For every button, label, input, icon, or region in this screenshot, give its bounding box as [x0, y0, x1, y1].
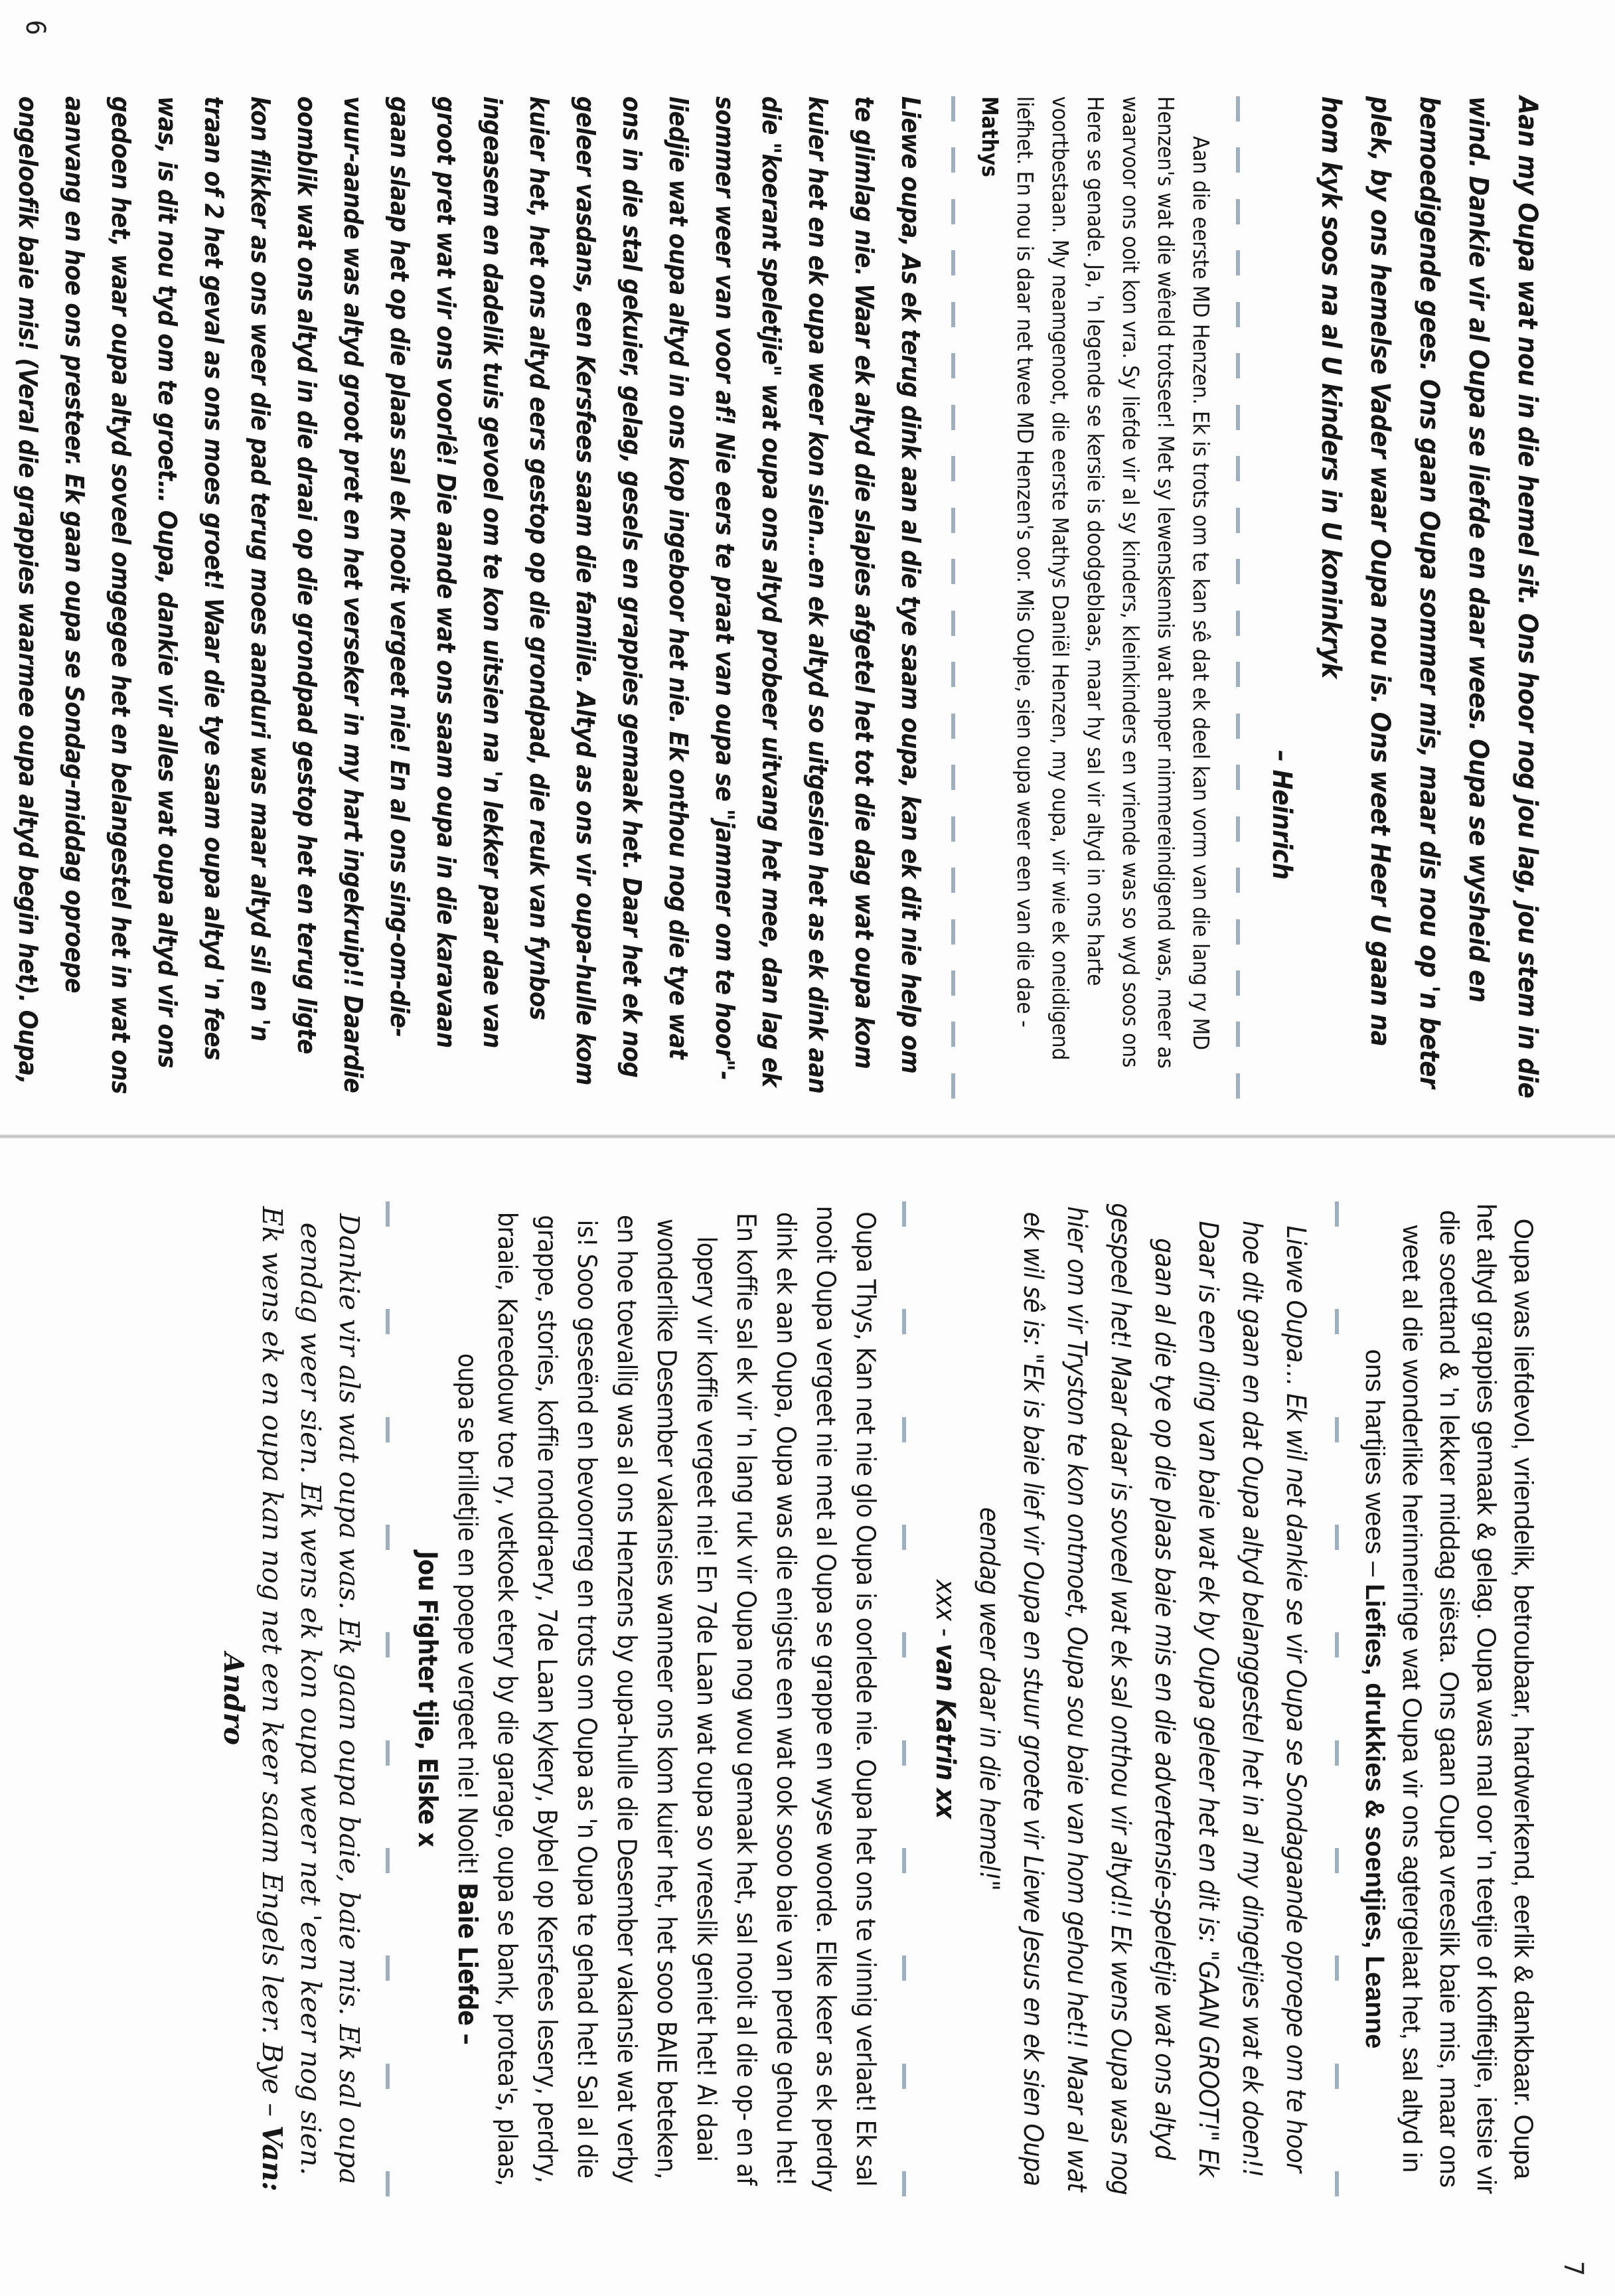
tribute-elske: [407, 1201, 885, 2196]
signature-prefix: xxx -: [930, 1579, 961, 1637]
tribute-katrin: [923, 1201, 1318, 2196]
tribute-text: Liewe Oupa… Ek wil net dankie se vir Oupa se Sondagaande oproepe om te hoor hoe dit gaan en dat Oupa altyd belanggestel het in al my dingetjies wat ek doen!! Daar is een ding van baie wat ek by Oupa geleer het en dit is: "GAAN GROOT!" Ek gaan al die tye op die plaas baie mis en die advertensie-speletjie wat ons altyd gespeel het! Maar daar is soveel wat ek sal onthou vir altyd!! Ek wens Oupa was nog hier om vir Tryston te kon ontmoet, Oupa sou baie van hom gehou het!! Maar al wat ek wil sê is: "Ek is baie lief vir Oupa en stuur groete vir Liewe Jesus en ek sien Oupa eendag weer daar in die hemel!": [974, 1203, 1311, 2195]
page-number: 7: [1558, 2261, 1588, 2276]
tribute-text: Oupa was liefdevol, vriendelik, betroubaar, hardwerkend, eerlik & dankbaar. Oupa het altyd grappies gemaak & gelag. Oupa was mal oor 'n teetjie of koffietjie, ietsie vir die soettand & 'n lekker middag siësta. Ons gaan Oupa vreeslik baie mis, maar ons weet al die wonderlike herinneringe wat Oupa vir ons agtergelaat het, sal altyd in ons hartjies wees –: [1360, 1203, 1538, 2194]
tribute-text: Oupa Thys, Kan net nie glo Oupa is oorlede nie. Oupa het ons te vinnig verlaat! Ek sal nooit Oupa vergeet nie met al Oupa se grappe en wyse woorde. Elke keer as ek perdry dink ek aan Oupa, Oupa was die enigste een wat ook sooo baie van perde gehou het! En koffie sal ek vir 'n lang ruk vir Oupa nog wou gemaak het, sal nooit al die op- en af lopery vir koffie vergeet nie! En 7de Laan wat oupa so vreeslik geniet het! Ai daai wonderlike Desember vakansies wanneer ons kom kuier het, het sooo BAIE beteken, en hoe toevallig was al ons Henzens by oupa-hulle die Desember vakansie wat verby is! Sooo geseënd en bevoorreg en trots om Oupa as 'n Oupa te gehad het! Sal al die grappe, stories, koffie ronddraery, 7de Laan kykery, Bybel op Kersfees lesery, perdry, braaie, Kareedouw toe ry, vetkoek etery by die garage, oupa se bank, protea's, plaas, oupa se brilletjie en poepe vergeet nie! Nooit!: [452, 1205, 880, 2192]
tribute-heinrich: [1257, 96, 1552, 1099]
tribute-text: Liewe oupa, As ek terug dink aan al die tye saam oupa, kan ek dit nie help om te glimlag nie. Waar ek altyd die slapies afgetel het tot die dag wat oupa kom kuier het en ek oupa weer kon sien…en ek altyd so uitgesien het as ek dink aan die "koerant speletjie" wat oupa ons altyd probeer uitvang het mee, dan lag ek sommer weer van voor af! Nie eers te praat van oupa se "jammer om te hoor"-liedjie wat oupa altyd in ons kop ingeboor het nie. Ek onthou nog die tye wat ons in die stal gekuier, gelag, gesels en grappies gemaak het. Daar het ek nog geleer vasdans, een Kersfees saam die familie. Altyd as ons vir oupa-hulle kom kuier het, het ons altyd eers gestop op die grondpad, die reuk van fynbos ingeasem en dadelik tuis gevoel om te kon uitsien na 'n lekker paar dae van groot pret wat vir ons voorlê! Die aande wat ons saam oupa in die karavaan gaan slaap het op die plaas sal ek nooit vergeet nie! En al ons sing-om-die-vuur-aande was altyd groot pret en het verseker in my hart ingekruip!! Daardie oomblik wat ons altyd in die draai op die grondpad gestop het en terug ligte kon flikker as ons weer die pad terug moes aanduri was maar altyd sil en 'n traan of 2 het geval as ons moes groet! Waar die tye saam oupa altyd 'n fees was, is dit nou tyd om te groet… Oupa, dankie vir alles wat oupa altyd vir ons gedoen het, waar oupa altyd soveel omgegee het en belangestel het in wat ons aanvang en hoe ons presteer. Ek gaan oupa se Sondag-middag oproepe ongeloofik baie mis! (Veral die grappies waarmee oupa altyd begin het). Oupa,: [13, 96, 925, 1094]
section-divider: [899, 1201, 909, 2196]
section-divider: [1233, 96, 1243, 1099]
tribute-text: Dankie vir als wat oupa was. Ek gaan oupa baie, baie mis. Ek sal oupa eendag weer sien. Ek wens ek kon oupa weer net 'een keer nog sien. Ek wens ek en oupa kan nog net een keer saam Engels leer. Bye –: [256, 1206, 365, 2184]
tribute-text: Aan my Oupa wat nou in die hemel sit. Ons hoor nog jou lag, jou stem in die wind. Dankie vir al Oupa se liefde en daar wees. Oupa se wysheid en bemoedigende gees. Ons gaan Oupa sommer mis, maar dis nou op 'n beter plek, by ons hemelse Vader waar Oupa nou is. Ons weet Heer U gaan na hom kyk soos na al U kinders in U koninkryk: [1316, 96, 1543, 1099]
page-6: [0, 0, 1615, 1138]
tribute-signature: van Katrin xx: [930, 1644, 961, 1819]
section-divider: [949, 96, 958, 1099]
tribute-leanne: [1356, 1201, 1542, 2196]
tribute-text: Aan die eerste MD Henzen. Ek is trots om te kan sê dat ek deel kan vorm van die lang ry MD Henzen's wat die wêreld trotseer! Met sy lewenskennis wat amper nimmereindigend was, meer as waarvoor ons ooit kon vra. Sy liefde vir al sy kinders, kleinkinders en vriende was so wyd soos ons Here se genade. Ja, 'n legende se kersie is doodgeblaas, maar hy sal vir altyd in ons harte voortbestaan. My neamgenoot, die eerste Mathys Daniël Henzen, my oupa, vir wie ek oneidigend liefhet. En nou is daar net twee MD Henzen's oor. Mis Oupie, sien oupa weer een van die dae -: [1012, 96, 1214, 1069]
page-number: 6: [20, 20, 50, 35]
page-7: [0, 1138, 1615, 2296]
tribute-signature: Van: Andro: [218, 1652, 288, 2192]
section-divider: [1332, 1201, 1342, 2196]
tribute-signature: Liefies, drukkies & soentjies, Leanne: [1360, 1584, 1389, 2049]
section-divider: [383, 1201, 392, 2196]
tribute-signature: – Heinrich: [1267, 749, 1297, 880]
tribute-signature: Jou Fighter tjie, Elske x: [412, 1551, 442, 1847]
signature-inline: Baie Liefde –: [452, 1882, 482, 2045]
tribute-anya: [0, 96, 934, 1099]
tribute-signature: Mathys: [977, 96, 1003, 177]
tribute-mathys: [972, 96, 1219, 1099]
tribute-andro: [214, 1201, 368, 2196]
